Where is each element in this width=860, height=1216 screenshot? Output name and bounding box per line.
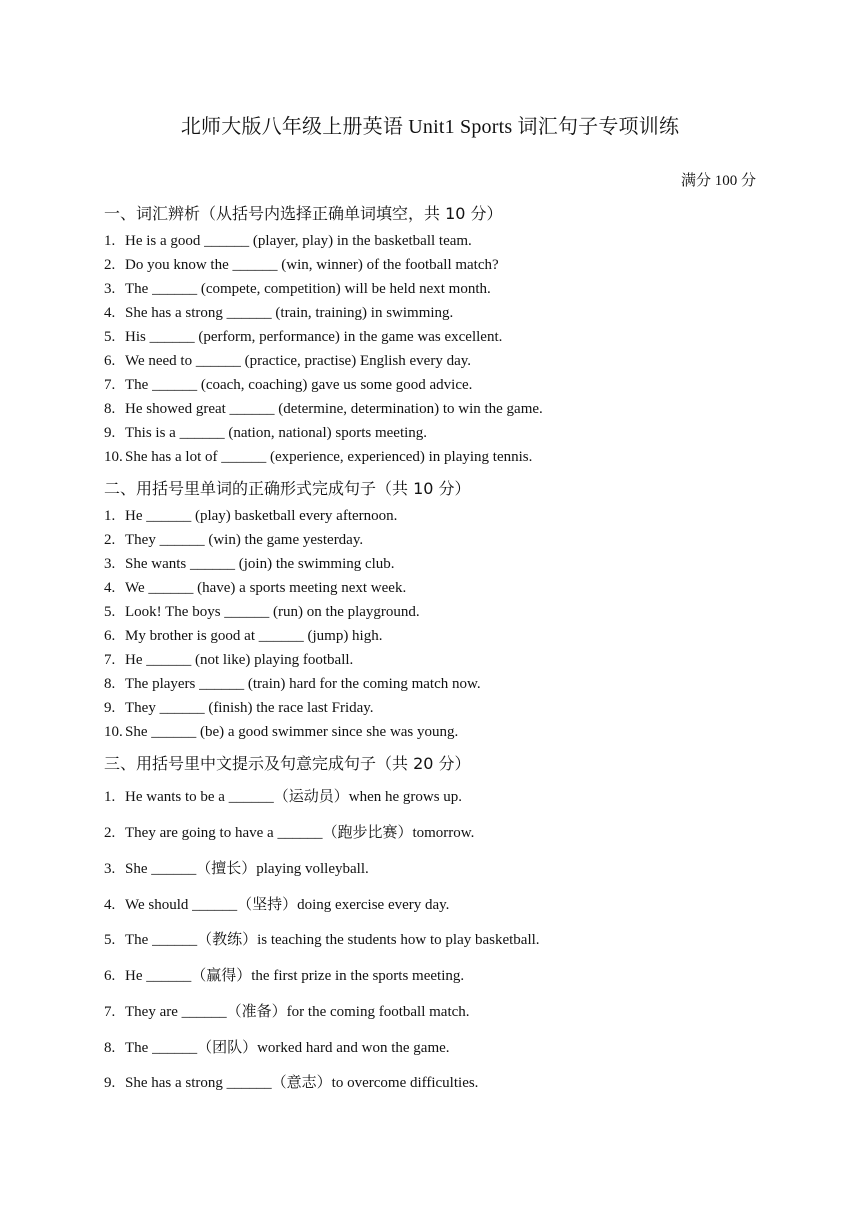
section-2-item-2: [104, 531, 363, 549]
chinese-hint: （意志）: [271, 1073, 332, 1091]
section-3-item-5: [104, 930, 540, 949]
item-text: She ______: [125, 861, 197, 877]
item-text-end: the first prize in the sports meeting.: [251, 968, 465, 984]
item-text-end: to overcome difficulties.: [331, 1075, 479, 1091]
item-number: 9.: [104, 425, 116, 441]
item-number: 10.: [104, 449, 123, 465]
item-number: 9.: [104, 1075, 116, 1091]
item-text: Look! The boys ______ (run) on the playground.: [125, 604, 420, 620]
item-text: She ______ (be) a good swimmer since she was young.: [125, 724, 459, 740]
item-number: 3.: [104, 861, 116, 877]
chinese-hint: （坚持）: [237, 895, 298, 913]
section-1-item-3: [104, 280, 491, 298]
item-text: She wants ______ (join) the swimming club.: [125, 556, 395, 572]
item-number: 6.: [104, 353, 116, 369]
item-text: My brother is good at ______ (jump) high.: [125, 628, 383, 644]
item-number: 8.: [104, 1040, 116, 1056]
section-3-item-2: [104, 823, 474, 842]
chinese-hint: （团队）: [197, 1038, 258, 1056]
section-1-heading: 一、词汇辨析（从括号内选择正确单词填空，共 10 分）: [104, 204, 503, 223]
section-1-item-5: [104, 328, 502, 346]
section-3-item-3: [104, 859, 369, 878]
item-text-end: is teaching the students how to play basketball.: [257, 932, 540, 948]
item-text: He ______ (not like) playing football.: [125, 652, 354, 668]
section-1-item-7: [104, 376, 472, 394]
item-number: 3.: [104, 556, 116, 572]
section-2-item-9: [104, 699, 374, 717]
chinese-hint: （跑步比赛）: [322, 823, 413, 841]
item-number: 1.: [104, 508, 116, 524]
item-number: 7.: [104, 652, 116, 668]
section-3-item-4: [104, 895, 449, 914]
item-number: 6.: [104, 968, 116, 984]
chinese-hint: （教练）: [197, 930, 258, 948]
chinese-hint: （赢得）: [191, 966, 252, 984]
item-text: We ______ (have) a sports meeting next week.: [125, 580, 407, 596]
item-text: He showed great ______ (determine, determination) to win the game.: [125, 401, 543, 417]
item-text: The ______ (coach, coaching) gave us some good advice.: [125, 377, 473, 393]
section-2-item-3: [104, 555, 395, 573]
item-text-end: for the coming football match.: [286, 1004, 470, 1020]
item-number: 10.: [104, 724, 123, 740]
item-text: The ______: [125, 1040, 198, 1056]
item-text-end: when he grows up.: [348, 789, 463, 805]
section-3-item-1: [104, 787, 462, 806]
item-text: His ______ (perform, performance) in the game was excellent.: [125, 329, 503, 345]
item-number: 1.: [104, 233, 116, 249]
item-number: 4.: [104, 305, 116, 321]
chinese-hint: （准备）: [226, 1002, 287, 1020]
chinese-hint: （擅长）: [196, 859, 257, 877]
item-text: He wants to be a ______: [125, 789, 274, 805]
section-2-item-7: [104, 651, 353, 669]
section-1-item-1: [104, 232, 472, 250]
item-text: They ______ (win) the game yesterday.: [125, 532, 364, 548]
item-number: 2.: [104, 532, 116, 548]
section-2-item-10: [104, 723, 458, 741]
section-2-item-1: [104, 507, 397, 525]
item-text: He is a good ______ (player, play) in the basketball team.: [125, 233, 472, 249]
section-3-item-6: [104, 966, 464, 985]
item-text: She has a strong ______: [125, 1075, 272, 1091]
item-text-end: doing exercise every day.: [297, 897, 450, 913]
item-number: 2.: [104, 825, 116, 841]
item-text: He ______ (play) basketball every afternoon.: [125, 508, 398, 524]
item-number: 7.: [104, 377, 116, 393]
item-number: 9.: [104, 700, 116, 716]
section-1-item-8: [104, 400, 543, 418]
item-number: 8.: [104, 676, 116, 692]
section-2-item-6: [104, 627, 382, 645]
section-2-item-8: [104, 675, 481, 693]
item-number: 5.: [104, 329, 116, 345]
item-number: 4.: [104, 580, 116, 596]
item-text: The players ______ (train) hard for the coming match now.: [125, 676, 481, 692]
item-text-end: playing volleyball.: [256, 861, 369, 877]
item-text: We should ______: [125, 897, 238, 913]
item-number: 4.: [104, 897, 116, 913]
item-number: 5.: [104, 604, 116, 620]
chinese-hint: （运动员）: [273, 787, 349, 805]
item-number: 6.: [104, 628, 116, 644]
section-1-item-6: [104, 352, 471, 370]
item-number: 3.: [104, 281, 116, 297]
item-text: We need to ______ (practice, practise) English every day.: [125, 353, 472, 369]
section-3-item-8: [104, 1038, 450, 1057]
item-text: She has a strong ______ (train, training) in swimming.: [125, 305, 454, 321]
item-number: 1.: [104, 789, 116, 805]
section-1-item-4: [104, 304, 453, 322]
section-1-item-10: [104, 448, 532, 466]
item-number: 8.: [104, 401, 116, 417]
section-3-item-9: [104, 1073, 478, 1092]
item-text: Do you know the ______ (win, winner) of the football match?: [125, 257, 499, 273]
item-number: 5.: [104, 932, 116, 948]
section-3-heading: 三、用括号里中文提示及句意完成句子（共 20 分）: [104, 754, 471, 773]
item-number: 2.: [104, 257, 116, 273]
item-text-end: worked hard and won the game.: [257, 1040, 450, 1056]
item-text: The ______: [125, 932, 198, 948]
item-text: They ______ (finish) the race last Friday.: [125, 700, 374, 716]
item-number: 7.: [104, 1004, 116, 1020]
section-1-item-9: [104, 424, 427, 442]
section-2-heading: 二、用括号里单词的正确形式完成句子（共 10 分）: [104, 479, 471, 498]
section-3-item-7: [104, 1002, 470, 1021]
section-1-item-2: [104, 256, 499, 274]
item-text: He ______: [125, 968, 192, 984]
item-text-end: tomorrow.: [412, 825, 475, 841]
item-text: She has a lot of ______ (experience, experienced) in playing tennis.: [125, 449, 533, 465]
page-title: 北师大版八年级上册英语 Unit1 Sports 词汇句子专项训练: [180, 116, 680, 138]
total-score: 满分 100 分: [680, 173, 756, 189]
section-2-item-5: [104, 603, 420, 621]
item-text: They are going to have a ______: [125, 825, 323, 841]
item-text: This is a ______ (nation, national) sports meeting.: [125, 425, 428, 441]
section-2-item-4: [104, 579, 406, 597]
item-text: They are ______: [125, 1004, 227, 1020]
item-text: The ______ (compete, competition) will be held next month.: [125, 281, 491, 297]
